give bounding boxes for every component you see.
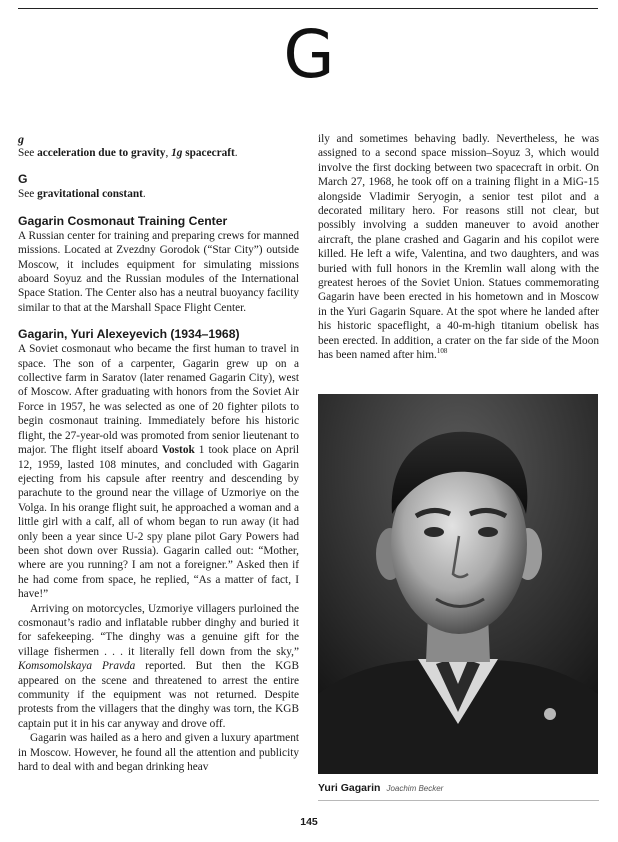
paragraph-text: Arriving on motorcycles, Uzmoriye villagers purloined the cosmonaut’s radio and inflatable rubber dinghy and buried it for safekeeping. “The dinghy was a genuine gift for the village fishermen . . . it literally fell down from the sky,”	[18, 602, 299, 658]
page-number: 145	[300, 816, 318, 828]
cross-reference-g: 1g	[171, 147, 183, 159]
publication-title: Komsomolskaya Pravda	[18, 660, 136, 673]
gagarin-paragraph-1	[18, 342, 299, 601]
cross-reference-link[interactable]: Vostok	[161, 444, 195, 457]
entry-term: Gagarin, Yuri Alexeyevich (1934–1968)	[18, 327, 240, 342]
portrait-illustration	[318, 394, 598, 774]
right-column	[318, 132, 599, 363]
entry-term: g	[18, 132, 24, 146]
gagarin-paragraph-3: Gagarin was hailed as a hero and given a luxury apartment in Moscow. However, he found all the attention and publicity hard to deal with and began drinking heav	[18, 732, 299, 774]
paragraph-text: A Soviet cosmonaut who became the first human to travel in space. The son of a carpenter, Gagarin grew up on a collective farm in Saratov (later renamed Gagarin City), west of Moscow. After graduating with honors from the Soviet Air Force in 1957, he was selected as one of 20 fighter pilots to begin cosmonaut training. Immediately before his historic flight, the 27-year-old was promoted from senior lieutenant to major. The flight itself aboard	[18, 343, 299, 457]
see-text: See	[18, 147, 35, 159]
gagarin-portrait-photo	[318, 394, 598, 774]
caption-title: Yuri Gagarin	[318, 782, 381, 794]
cross-reference-link[interactable]: gravitational constant	[37, 188, 143, 201]
entry-g-constant	[18, 172, 299, 201]
gagarin-paragraph-3-continued	[318, 132, 599, 363]
paragraph-text: ily and sometimes behaving badly. Nevertheless, he was assigned to a second space mission–Soyuz 3, which would involve the first docking between two spacecraft in orbit. On March 27, 1968, he took off on a training flight in a MiG-15 alongside Vladimir Seryogin, a senior test pilot and a decorated military hero. For reasons still not clear, but possibly involving a sudden maneuver to avoid another aircraft, the plane crashed and Gagarin and his copilot were killed. He left a wife, Valentina, and two daughters, and was buried with full honors in the Kremlin wall along with the greatest heroes of the Soviet Union. Statues commemorating Gagarin have been erected in his hometown and in Moscow in the Yuri Gagarin Square. At the spot where he landed after his historic spaceflight, a 40-m-high titanium obelisk has been erected. In addition, a crater on the far side of the Moon has been named after him.	[318, 133, 599, 362]
cross-reference-link[interactable]	[171, 147, 235, 159]
entry-training-center	[18, 214, 299, 315]
entry-term: Gagarin Cosmonaut Training Center	[18, 213, 228, 228]
cross-reference-link[interactable]: acceleration due to gravity	[37, 147, 166, 159]
top-rule	[18, 8, 598, 9]
entry-g-unit	[18, 132, 299, 160]
period: .	[142, 188, 146, 201]
caption-credit: Joachim Becker	[386, 784, 444, 793]
gagarin-paragraph-2	[18, 602, 299, 732]
separator: ,	[165, 147, 172, 159]
cross-reference-rest: spacecraft	[182, 147, 235, 159]
entry-term: G	[18, 172, 28, 187]
entry-body	[18, 187, 299, 201]
entry-body	[18, 146, 299, 160]
section-letter: G	[283, 16, 335, 93]
entry-gagarin	[18, 327, 299, 774]
entry-body: A Russian center for training and preparing crews for manned missions. Located at Zvezdny Gorodok (“Star City”) outside Moscow, it includes equipment for simulating missions aboard Soyuz and the Russian modules of the International Space Station. The Center also has a neutral buoyancy facility similar to that at the Marshall Space Flight Center.	[18, 229, 299, 314]
period: .	[234, 147, 238, 159]
paragraph-text: reported. But then the KGB appeared on the scene and threatened to arrest the entire community if the equipment was not returned. Despite protests from the villagers that the dinghy was torn, the KGB captain put it in his car anyway and drove off.	[18, 660, 299, 730]
footnote-marker[interactable]: 108	[436, 347, 448, 356]
left-column	[18, 132, 299, 783]
photo-caption	[318, 782, 599, 795]
caption-rule	[318, 800, 599, 801]
see-text: See	[18, 188, 35, 201]
paragraph-text: 1 took place on April 12, 1959, lasted 108 minutes, and concluded with Gagarin ejecting from his capsule after reentry and descending by parachute to the ground near the village of Uzmoriye on the Volga. In his orange flight suit, he approached a woman and a little girl with a calf, all of whom began to run away (it had only been a year since U-2 spy plane pilot Gary Powers had been shot down over Russia). Gagarin called out: “Mother, where are you running? I am not a foreigner.” Asked then if he had come from space, he replied, “As a matter of fact, I have!”	[18, 444, 299, 601]
